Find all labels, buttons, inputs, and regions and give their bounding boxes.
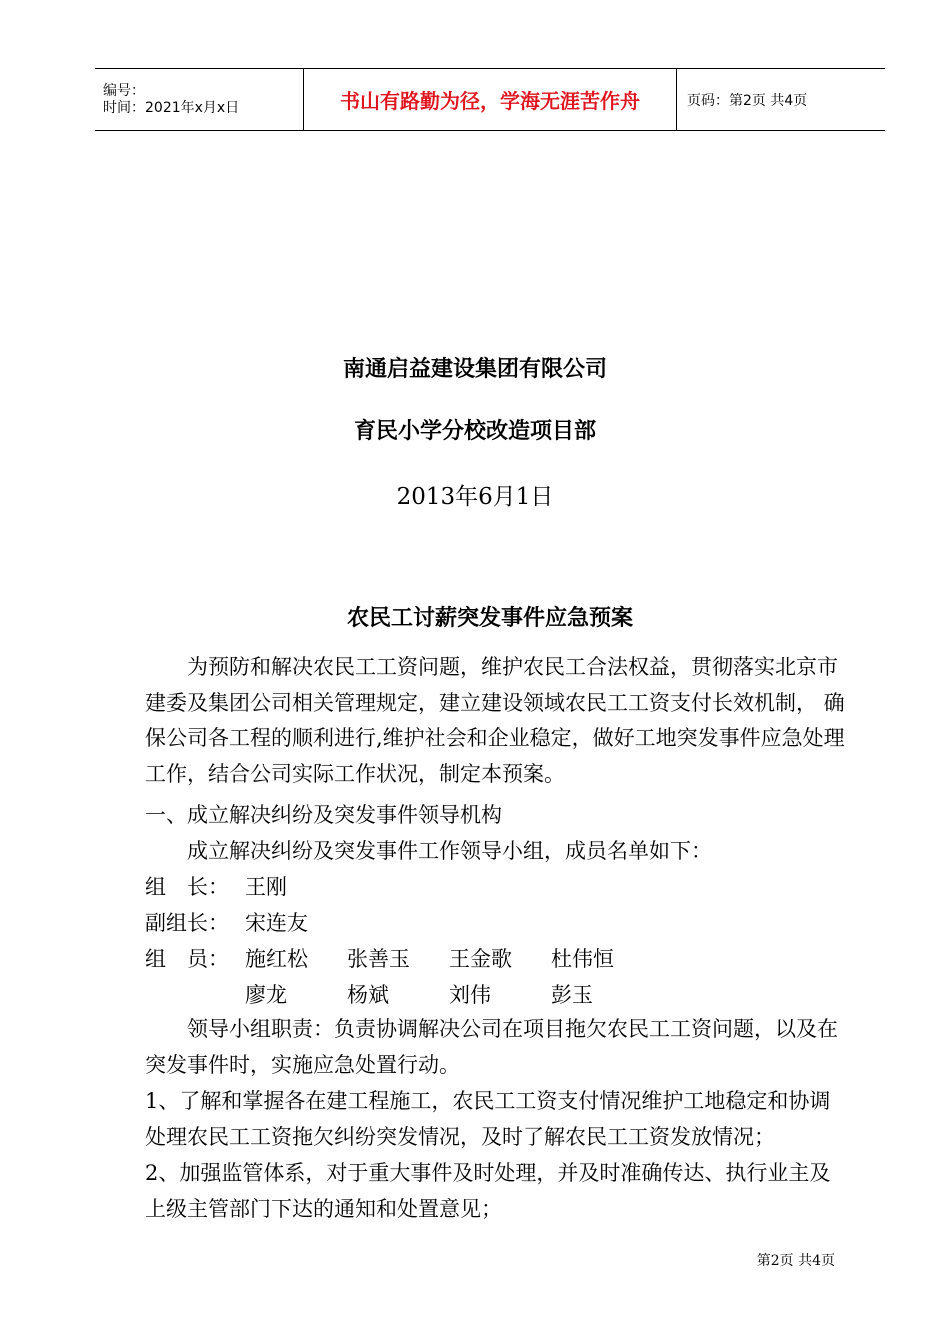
member-name: 彭玉 — [551, 983, 593, 1007]
page-footer: 第2页 共4页 — [756, 1253, 835, 1269]
header-page — [677, 69, 885, 130]
header-meta — [95, 69, 304, 130]
member-name: 张善玉 — [347, 947, 410, 971]
document-title: 农民工讨薪突发事件应急预案 — [346, 605, 633, 631]
header-motto — [304, 69, 677, 130]
leader-label: 组 长： — [145, 875, 229, 899]
page-header — [95, 68, 885, 131]
deputy-name: 宋连友 — [245, 911, 308, 935]
deputy-row — [145, 908, 308, 938]
page-label: 页码：第2页 共4页 — [687, 92, 808, 109]
motto-text: 书山有路勤为径，学海无涯苦作舟 — [340, 89, 640, 113]
members-row-2 — [145, 980, 653, 1010]
company-name: 南通启益建设集团有限公司 — [342, 356, 607, 382]
section-heading: 一、成立解决纠纷及突发事件领导机构 — [145, 803, 502, 827]
leader-row — [145, 872, 287, 902]
item-1: 1、了解和掌握各在建工程施工，农民工工资支付情况维护工地稳定和协调处理农民工工资拖欠纠纷突发情况，及时了解农民工工资发放情况； — [145, 1089, 831, 1149]
item-2: 2、加强监管体系，对于重大事件及时处理，并及时准确传达、执行业主及上级主管部门下达的通知和处置意见； — [145, 1161, 831, 1221]
number-label: 编号： — [103, 82, 145, 99]
deputy-label: 副组长： — [145, 911, 229, 935]
member-name: 王金歌 — [449, 947, 512, 971]
member-name: 杜伟恒 — [551, 947, 614, 971]
members-row-1 — [145, 944, 653, 974]
member-name: 施红松 — [245, 947, 308, 971]
section-intro: 成立解决纠纷及突发事件工作领导小组，成员名单如下： — [187, 839, 712, 863]
member-name: 杨斌 — [347, 983, 389, 1007]
members-label: 组 员： — [145, 947, 229, 971]
department-name: 育民小学分校改造项目部 — [353, 418, 596, 444]
time-label: 时间：2021年x月x日 — [103, 99, 240, 116]
intro-paragraph: 为预防和解决农民工工资问题，维护农民工合法权益，贯彻落实北京市建委及集团公司相关管理规定，建立建设领域农民工工资支付长效机制， 确保公司各工程的顺利进行,维护社会和企业稳定，做好工地突发事件应急处理工作，结合公司实际工作状况，制定本预案。 — [145, 655, 845, 786]
cover-date: 2013年6月1日 — [396, 484, 554, 510]
member-name: 刘伟 — [449, 983, 491, 1007]
duties-paragraph: 领导小组职责：负责协调解决公司在项目拖欠农民工工资问题，以及在突发事件时，实施应急处置行动。 — [145, 1017, 838, 1077]
member-name: 廖龙 — [245, 983, 287, 1007]
leader-name: 王刚 — [245, 875, 287, 899]
